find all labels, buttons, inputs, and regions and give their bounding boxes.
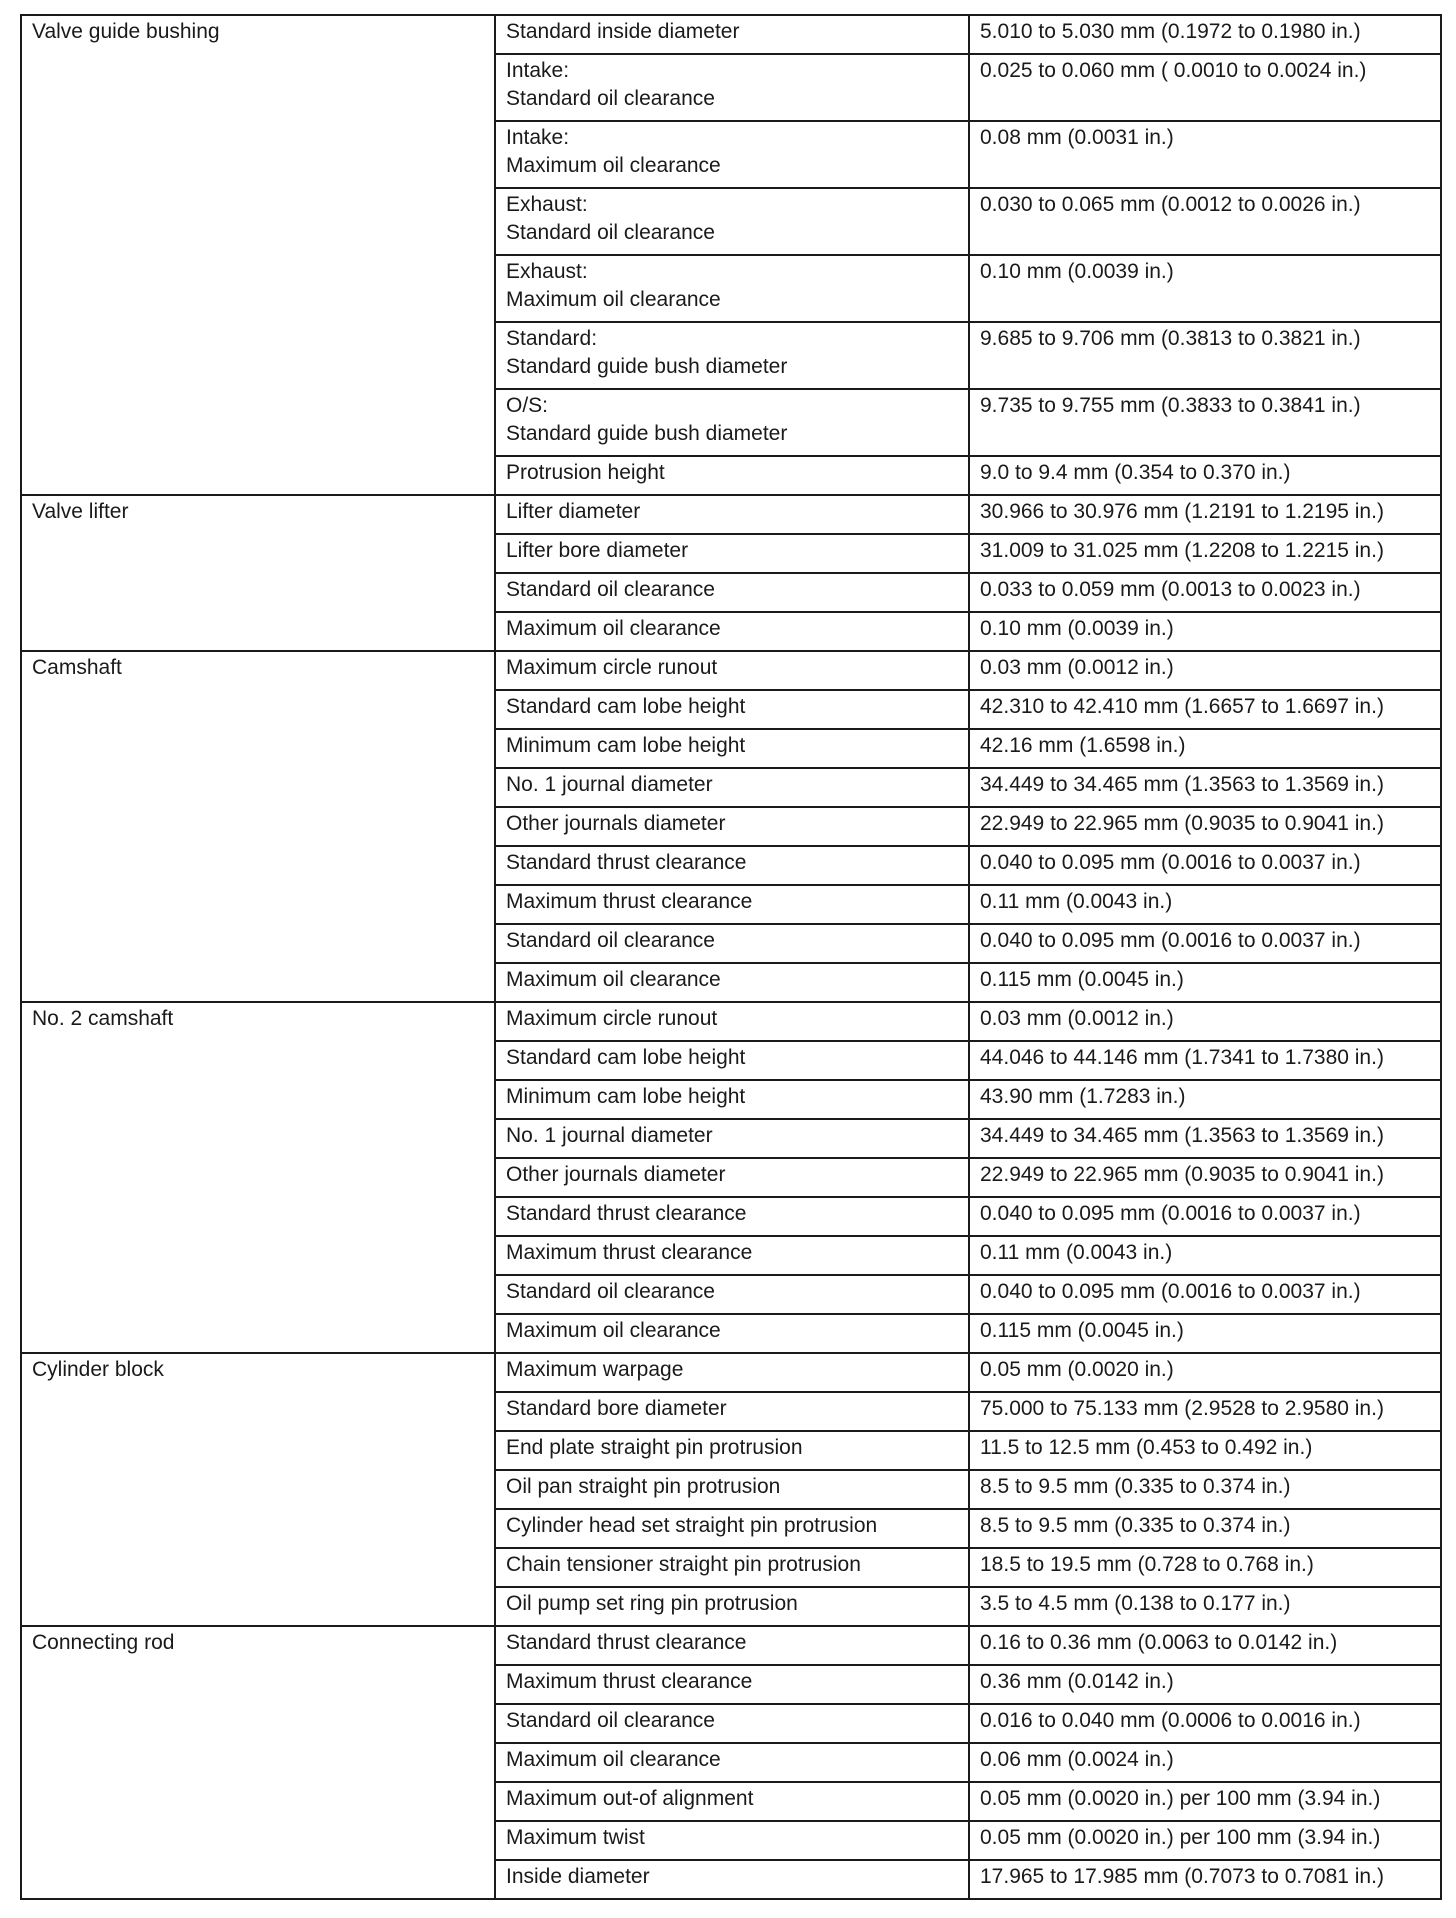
- component-cell: Cylinder block: [21, 1353, 495, 1626]
- spec-item-cell: Oil pump set ring pin protrusion: [495, 1587, 969, 1626]
- spec-item-cell: Exhaust: Standard oil clearance: [495, 188, 969, 255]
- spec-item-cell: Standard bore diameter: [495, 1392, 969, 1431]
- spec-item-cell: Maximum oil clearance: [495, 612, 969, 651]
- spec-item-cell: Other journals diameter: [495, 1158, 969, 1197]
- spec-item-cell: O/S: Standard guide bush diameter: [495, 389, 969, 456]
- spec-value-cell: 0.115 mm (0.0045 in.): [969, 963, 1441, 1002]
- spec-value-cell: 0.040 to 0.095 mm (0.0016 to 0.0037 in.): [969, 846, 1441, 885]
- spec-value-cell: 22.949 to 22.965 mm (0.9035 to 0.9041 in.): [969, 1158, 1441, 1197]
- spec-item-cell: Maximum thrust clearance: [495, 1236, 969, 1275]
- spec-value-cell: 3.5 to 4.5 mm (0.138 to 0.177 in.): [969, 1587, 1441, 1626]
- spec-item-cell: Minimum cam lobe height: [495, 729, 969, 768]
- spec-value-cell: 0.03 mm (0.0012 in.): [969, 1002, 1441, 1041]
- spec-item-cell: Maximum out-of alignment: [495, 1782, 969, 1821]
- spec-item-cell: Maximum circle runout: [495, 1002, 969, 1041]
- spec-value-cell: 0.16 to 0.36 mm (0.0063 to 0.0142 in.): [969, 1626, 1441, 1665]
- spec-value-cell: 0.06 mm (0.0024 in.): [969, 1743, 1441, 1782]
- component-cell: Valve guide bushing: [21, 15, 495, 495]
- table-row: [21, 651, 1441, 690]
- table-row: [21, 1353, 1441, 1392]
- table-row: [21, 1002, 1441, 1041]
- spec-item-cell: Standard oil clearance: [495, 573, 969, 612]
- spec-item-cell: Protrusion height: [495, 456, 969, 495]
- spec-item-cell: Standard inside diameter: [495, 15, 969, 54]
- component-cell: Connecting rod: [21, 1626, 495, 1899]
- spec-item-cell: Maximum twist: [495, 1821, 969, 1860]
- spec-value-cell: 34.449 to 34.465 mm (1.3563 to 1.3569 in.): [969, 1119, 1441, 1158]
- specification-table-body: [21, 15, 1441, 1899]
- spec-item-cell: Cylinder head set straight pin protrusion: [495, 1509, 969, 1548]
- spec-item-cell: Standard thrust clearance: [495, 1626, 969, 1665]
- spec-value-cell: 0.025 to 0.060 mm ( 0.0010 to 0.0024 in.): [969, 54, 1441, 121]
- spec-item-cell: Maximum warpage: [495, 1353, 969, 1392]
- spec-value-cell: 43.90 mm (1.7283 in.): [969, 1080, 1441, 1119]
- spec-value-cell: 9.0 to 9.4 mm (0.354 to 0.370 in.): [969, 456, 1441, 495]
- spec-value-cell: 0.05 mm (0.0020 in.): [969, 1353, 1441, 1392]
- spec-value-cell: 0.10 mm (0.0039 in.): [969, 612, 1441, 651]
- spec-item-cell: No. 1 journal diameter: [495, 768, 969, 807]
- spec-value-cell: 0.05 mm (0.0020 in.) per 100 mm (3.94 in.): [969, 1821, 1441, 1860]
- spec-item-cell: Maximum thrust clearance: [495, 885, 969, 924]
- spec-item-cell: Standard thrust clearance: [495, 846, 969, 885]
- component-cell: Camshaft: [21, 651, 495, 1002]
- spec-item-cell: Other journals diameter: [495, 807, 969, 846]
- spec-value-cell: 0.11 mm (0.0043 in.): [969, 1236, 1441, 1275]
- spec-value-cell: 0.040 to 0.095 mm (0.0016 to 0.0037 in.): [969, 924, 1441, 963]
- spec-item-cell: Standard thrust clearance: [495, 1197, 969, 1236]
- spec-value-cell: 22.949 to 22.965 mm (0.9035 to 0.9041 in.): [969, 807, 1441, 846]
- spec-value-cell: 18.5 to 19.5 mm (0.728 to 0.768 in.): [969, 1548, 1441, 1587]
- spec-item-cell: End plate straight pin protrusion: [495, 1431, 969, 1470]
- table-row: [21, 495, 1441, 534]
- spec-value-cell: 42.16 mm (1.6598 in.): [969, 729, 1441, 768]
- spec-item-cell: Standard cam lobe height: [495, 1041, 969, 1080]
- spec-value-cell: 0.030 to 0.065 mm (0.0012 to 0.0026 in.): [969, 188, 1441, 255]
- spec-value-cell: 0.040 to 0.095 mm (0.0016 to 0.0037 in.): [969, 1197, 1441, 1236]
- spec-item-cell: Standard oil clearance: [495, 924, 969, 963]
- spec-value-cell: 8.5 to 9.5 mm (0.335 to 0.374 in.): [969, 1470, 1441, 1509]
- spec-item-cell: Intake: Standard oil clearance: [495, 54, 969, 121]
- spec-item-cell: Maximum oil clearance: [495, 1743, 969, 1782]
- spec-value-cell: 44.046 to 44.146 mm (1.7341 to 1.7380 in.): [969, 1041, 1441, 1080]
- spec-value-cell: 0.11 mm (0.0043 in.): [969, 885, 1441, 924]
- spec-value-cell: 0.05 mm (0.0020 in.) per 100 mm (3.94 in.): [969, 1782, 1441, 1821]
- spec-item-cell: Oil pan straight pin protrusion: [495, 1470, 969, 1509]
- spec-value-cell: 11.5 to 12.5 mm (0.453 to 0.492 in.): [969, 1431, 1441, 1470]
- spec-value-cell: 0.36 mm (0.0142 in.): [969, 1665, 1441, 1704]
- spec-value-cell: 17.965 to 17.985 mm (0.7073 to 0.7081 in.): [969, 1860, 1441, 1899]
- spec-value-cell: 5.010 to 5.030 mm (0.1972 to 0.1980 in.): [969, 15, 1441, 54]
- spec-value-cell: 9.735 to 9.755 mm (0.3833 to 0.3841 in.): [969, 389, 1441, 456]
- spec-item-cell: Lifter diameter: [495, 495, 969, 534]
- spec-item-cell: Standard oil clearance: [495, 1275, 969, 1314]
- spec-item-cell: Standard: Standard guide bush diameter: [495, 322, 969, 389]
- spec-item-cell: Maximum oil clearance: [495, 963, 969, 1002]
- specification-table: [20, 14, 1442, 1900]
- component-cell: Valve lifter: [21, 495, 495, 651]
- spec-item-cell: Intake: Maximum oil clearance: [495, 121, 969, 188]
- table-row: [21, 15, 1441, 54]
- spec-value-cell: 31.009 to 31.025 mm (1.2208 to 1.2215 in.): [969, 534, 1441, 573]
- spec-value-cell: 30.966 to 30.976 mm (1.2191 to 1.2195 in.): [969, 495, 1441, 534]
- spec-value-cell: 8.5 to 9.5 mm (0.335 to 0.374 in.): [969, 1509, 1441, 1548]
- spec-value-cell: 0.10 mm (0.0039 in.): [969, 255, 1441, 322]
- spec-item-cell: Exhaust: Maximum oil clearance: [495, 255, 969, 322]
- spec-value-cell: 34.449 to 34.465 mm (1.3563 to 1.3569 in.): [969, 768, 1441, 807]
- spec-item-cell: Inside diameter: [495, 1860, 969, 1899]
- spec-item-cell: Maximum circle runout: [495, 651, 969, 690]
- spec-value-cell: 0.08 mm (0.0031 in.): [969, 121, 1441, 188]
- table-row: [21, 1626, 1441, 1665]
- spec-item-cell: Maximum thrust clearance: [495, 1665, 969, 1704]
- spec-value-cell: 0.016 to 0.040 mm (0.0006 to 0.0016 in.): [969, 1704, 1441, 1743]
- spec-value-cell: 0.115 mm (0.0045 in.): [969, 1314, 1441, 1353]
- spec-item-cell: Maximum oil clearance: [495, 1314, 969, 1353]
- component-cell: No. 2 camshaft: [21, 1002, 495, 1353]
- spec-value-cell: 9.685 to 9.706 mm (0.3813 to 0.3821 in.): [969, 322, 1441, 389]
- spec-item-cell: Standard cam lobe height: [495, 690, 969, 729]
- spec-value-cell: 0.040 to 0.095 mm (0.0016 to 0.0037 in.): [969, 1275, 1441, 1314]
- spec-value-cell: 0.033 to 0.059 mm (0.0013 to 0.0023 in.): [969, 573, 1441, 612]
- spec-value-cell: 75.000 to 75.133 mm (2.9528 to 2.9580 in.): [969, 1392, 1441, 1431]
- spec-item-cell: Standard oil clearance: [495, 1704, 969, 1743]
- spec-item-cell: No. 1 journal diameter: [495, 1119, 969, 1158]
- spec-item-cell: Lifter bore diameter: [495, 534, 969, 573]
- spec-item-cell: Chain tensioner straight pin protrusion: [495, 1548, 969, 1587]
- spec-item-cell: Minimum cam lobe height: [495, 1080, 969, 1119]
- spec-value-cell: 42.310 to 42.410 mm (1.6657 to 1.6697 in.): [969, 690, 1441, 729]
- spec-value-cell: 0.03 mm (0.0012 in.): [969, 651, 1441, 690]
